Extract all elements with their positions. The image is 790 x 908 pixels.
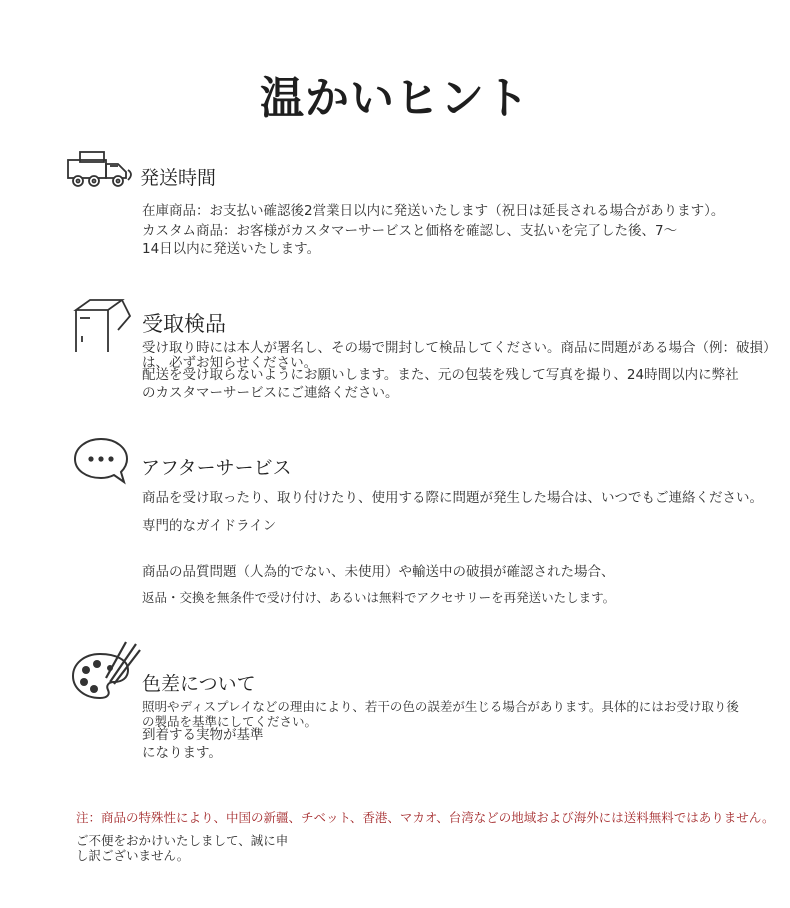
apology-text-1: ご不便をおかけいたしまして、誠に申 xyxy=(76,833,289,848)
after-service-text-1: 商品を受け取ったり、取り付けたり、使用する際に問題が発生した場合は、いつでもご連絡ください。 xyxy=(142,490,763,506)
shipping-stock-text: 在庫商品：お支払い確認後2営業日以内に発送いたします（祝日は延長される場合があります）。 xyxy=(142,203,725,219)
section-heading-after-service: アフターサービス xyxy=(141,457,292,479)
after-service-text-4: 返品・交換を無条件で受け付け、あるいは無料でアクセサリーを再発送いたします。 xyxy=(142,590,616,605)
box-icon xyxy=(72,296,134,356)
chat-bubble-icon xyxy=(72,436,130,486)
palette-icon xyxy=(70,640,142,704)
truck-icon xyxy=(66,150,136,190)
after-service-text-2: 専門的なガイドライン xyxy=(142,518,277,534)
section-heading-receiving: 受取検品 xyxy=(142,312,226,336)
color-text-2: の製品を基準にしてください。 xyxy=(142,714,318,729)
receiving-text-2: は、必ずお知らせください。 xyxy=(142,355,318,371)
receiving-text-4: のカスタマーサービスにご連絡ください。 xyxy=(142,385,399,401)
receiving-text-3: 配送を受け取らないようにお願いします。また、元の包装を残して写真を撮り、24時間以内に弊社 xyxy=(142,367,739,383)
shipping-restriction-note: 注：商品の特殊性により、中国の新疆、チベット、香港、マカオ、台湾などの地域および海外には送料無料ではありません。 xyxy=(76,810,775,825)
section-heading-color: 色差について xyxy=(142,673,256,695)
receiving-text-1: 受け取り時には本人が署名し、その場で開封して検品してください。商品に問題がある場合（例：破損） xyxy=(142,340,777,356)
color-text-4: になります。 xyxy=(142,745,222,761)
section-heading-shipping: 発送時間 xyxy=(140,167,217,189)
page-title: 温かいヒント xyxy=(260,73,530,124)
color-text-1: 照明やディスプレイなどの理由により、若干の色の誤差が生じる場合があります。具体的にはお受け取り後 xyxy=(142,699,739,714)
shipping-custom-text: カスタム商品：お客様がカスタマーサービスと価格を確認し、支払いを完了した後、7〜 xyxy=(142,223,678,239)
apology-text-2: し訳ございません。 xyxy=(76,848,190,863)
color-text-3: 到着する実物が基準 xyxy=(142,727,264,743)
shipping-custom-text-cont: 14日以内に発送いたします。 xyxy=(142,241,321,257)
after-service-text-3: 商品の品質問題（人為的でない、未使用）や輸送中の破損が確認された場合、 xyxy=(142,564,615,580)
